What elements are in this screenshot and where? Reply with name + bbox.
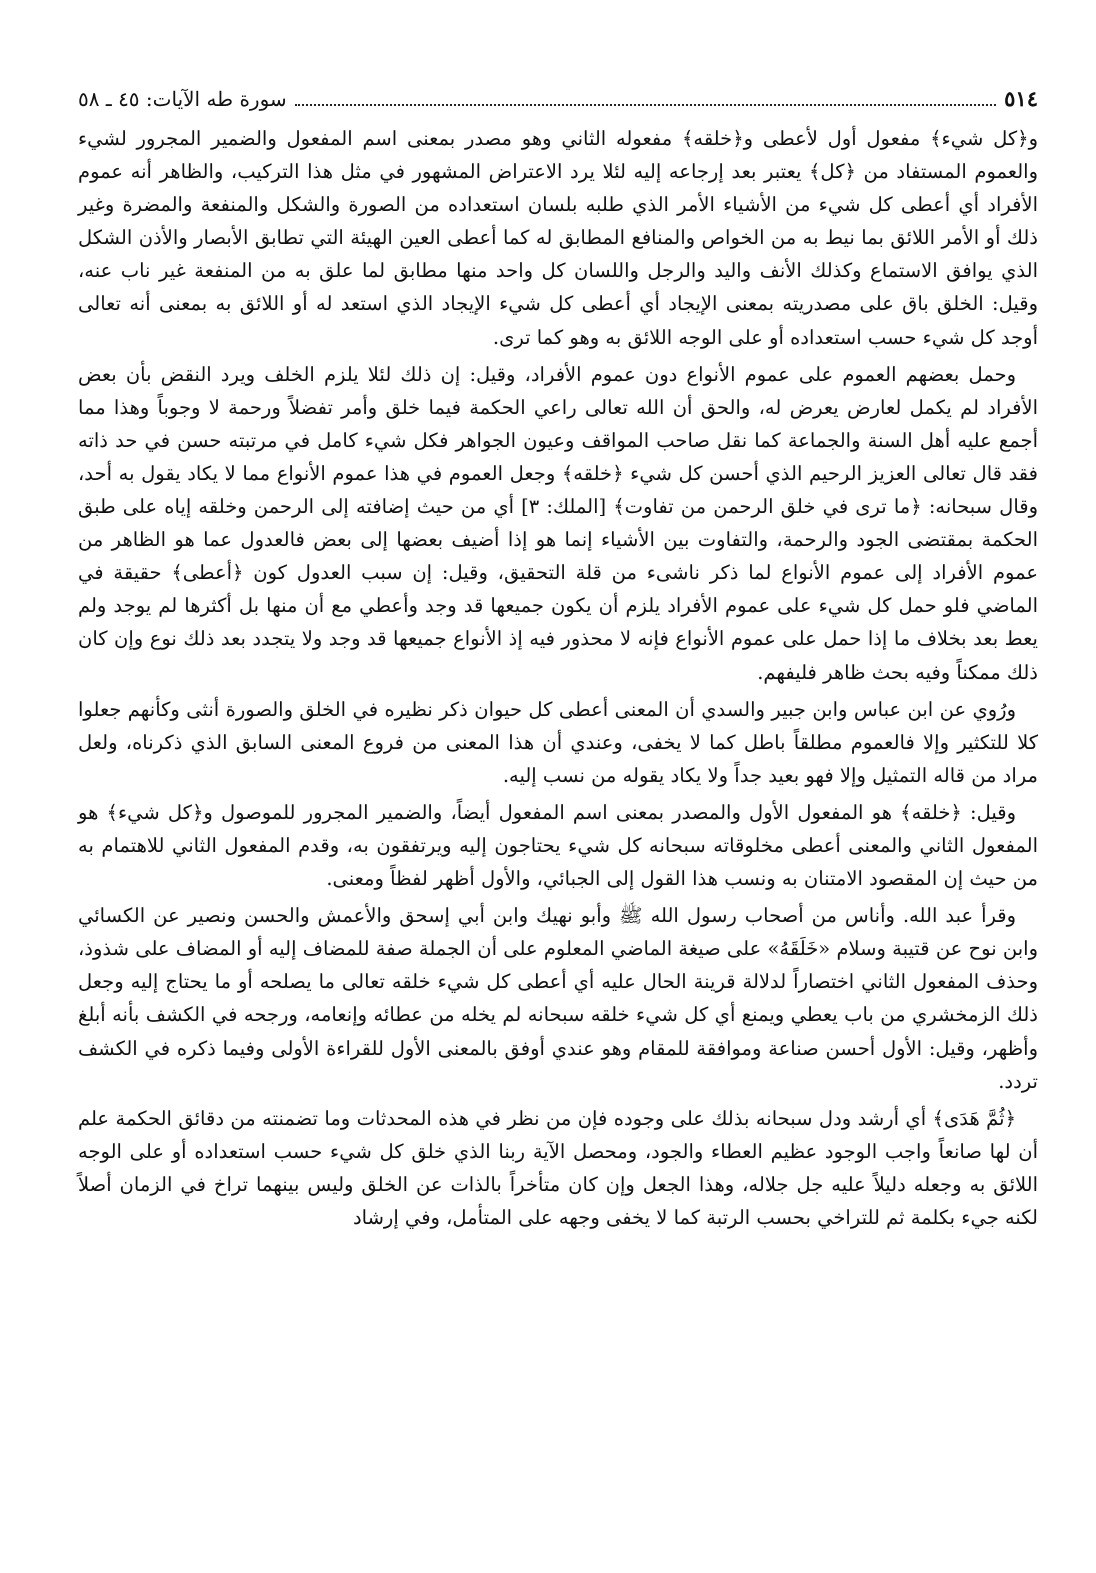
body-text — [78, 122, 1038, 1234]
book-page — [78, 86, 1038, 1536]
paragraph: ﴿ثُمَّ هَدَى﴾ أي أرشد ودل سبحانه بذلك على وجوده فإن من نظر في هذه المحدثات وما تضمنته من دقائق الحكمة علم أن لها صانعاً واجب الوجود عظيم العطاء والجود، ومحصل الآية ربنا الذي خلق كل شيء حسب استعداده أو على الوجه اللائق به وجعله دليلاً عليه جل جلاله، وهذا الجعل وإن كان متأخراً بالذات عن الخلق وليس بينهما تراخ في الزمان أصلاً لكنه جيء بكلمة ثم للتراخي بحسب الرتبة كما لا يخفى وجهه على المتأمل، وفي إرشاد — [78, 1106, 1038, 1229]
paragraph: و﴿كل شيء﴾ مفعول أول لأعطى و﴿خلقه﴾ مفعوله الثاني وهو مصدر بمعنى اسم المفعول والضمير المجرور لشيء والعموم المستفاد من ﴿كل﴾ يعتبر بعد إرجاعه إليه لئلا يرد الاعتراض المشهور في مثل هذا التركيب، والظاهر أنه عموم الأفراد أي أعطى كل شيء من الأشياء الأمر الذي طلبه بلسان استعداده من الصورة والشكل والمنفعة والمضرة وغير ذلك أو الأمر اللائق بما نيط به من الخواص والمنافع المطابق له كما أعطى العين الهيئة التي تطابق الأبصار والأذن الشكل الذي يوافق الاستماع وكذلك الأنف واليد والرجل واللسان كل واحد منها مطابق لما علق به من المنفعة غير ناب عنه، وقيل: الخلق باق على مصدريته بمعنى الإيجاد أي أعطى كل شيء الإيجاد الذي استعد له أو اللائق به بمعنى أنه تعالى أوجد كل شيء حسب استعداده أو على الوجه اللائق به وهو كما ترى. — [78, 127, 1038, 349]
paragraph: وقيل: ﴿خلقه﴾ هو المفعول الأول والمصدر بمعنى اسم المفعول أيضاً، والضمير المجرور للموصول و﴿كل شيء﴾ هو المفعول الثاني والمعنى أعطى مخلوقاته سبحانه كل شيء يحتاجون إليه ويرتفقون به، وقدم المفعول الثاني للاهتمام به من حيث إن المقصود الامتنان به ونسب هذا القول إلى الجبائي، والأول أظهر لفظاً ومعنى. — [78, 800, 1038, 891]
paragraph: وقرأ عبد الله. وأناس من أصحاب رسول الله ﷺ وأبو نهيك وابن أبي إسحق والأعمش والحسن ونصير عن الكسائي وابن نوح عن قتيبة وسلام «خَلَقَهُ» على صيغة الماضي المعلوم على أن الجملة صفة للمضاف إليه أو المضاف على شذوذ، وحذف المفعول الثاني اختصاراً لدلالة قرينة الحال عليه أي أعطى كل شيء خلقه تعالى ما يصلحه أو ما يحتاج إليه وجعل ذلك الزمخشري من باب يعطي ويمنع أي كل شيء خلقه سبحانه لم يخله من عطائه وإنعامه، ورجحه في الكشف بأنه أبلغ وأظهر، وقيل: الأول أحسن صناعة وموافقة للمقام وهو عندي أوفق بالمعنى الأول للقراءة الأولى وفيما ذكره في الكشف تردد. — [78, 904, 1038, 1093]
running-header — [78, 86, 1038, 122]
surah-title: سورة طه الآيات: ٤٥ ـ ٥٨ — [78, 87, 287, 111]
leader-dots — [295, 90, 996, 106]
paragraph: وحمل بعضهم العموم على عموم الأنواع دون عموم الأفراد، وقيل: إن ذلك لئلا يلزم الخلف ويرد النقض بأن بعض الأفراد لم يكمل لعارض يعرض له، والحق أن الله تعالى راعي الحكمة فيما خلق وأمر تفضلاً ورحمة لا وجوباً وهذا مما أجمع عليه أهل السنة والجماعة كما نقل صاحب المواقف وعيون الجواهر فكل شيء كامل في مرتبته حسن في حد ذاته فقد قال تعالى العزيز الرحيم الذي أحسن كل شيء ﴿خلقه﴾ وجعل العموم في هذا عموم الأنواع مما لا يكاد يقول به أحد، وقال سبحانه: ﴿ما ترى في خلق الرحمن من تفاوت﴾ [الملك: ٣] أي من حيث إضافته إلى الرحمن وخلقه إياه على طبق الحكمة بمقتضى الجود والرحمة، والتفاوت بين الأشياء إنما هو إذا أضيف بعضها إلى بعض فالعدول عما هو الظاهر من عموم الأفراد إلى عموم الأنواع لما ذكر ناشىء من قلة التحقيق، وقيل: إن سبب العدول كون ﴿أعطى﴾ حقيقة في الماضي فلو حمل كل شيء على عموم الأفراد يلزم أن يكون جميعها قد وجد وأعطي مع أن منها بل أكثرها لم يوجد ولم يعط بعد بخلاف ما إذا حمل على عموم الأنواع فإنه لا محذور فيه إذ الأنواع جميعها قد وجد ولا يتجدد بعد ذلك نوع وإن كان ذلك ممكناً وفيه بحث ظاهر فليفهم. — [78, 362, 1039, 684]
page-number: ٥١٤ — [1004, 86, 1038, 111]
paragraph: ورُوي عن ابن عباس وابن جبير والسدي أن المعنى أعطى كل حيوان ذكر نظيره في الخلق والصورة أنثى وكأنهم جعلوا كلا للتكثير وإلا فالعموم مطلقاً باطل كما لا يخفى، وعندي أن هذا المعنى من فروع المعنى السابق الذي ذكرناه، ولعل مراد من قاله التمثيل وإلا فهو بعيد جداً ولا يكاد يقوله من نسب إليه. — [78, 697, 1038, 787]
